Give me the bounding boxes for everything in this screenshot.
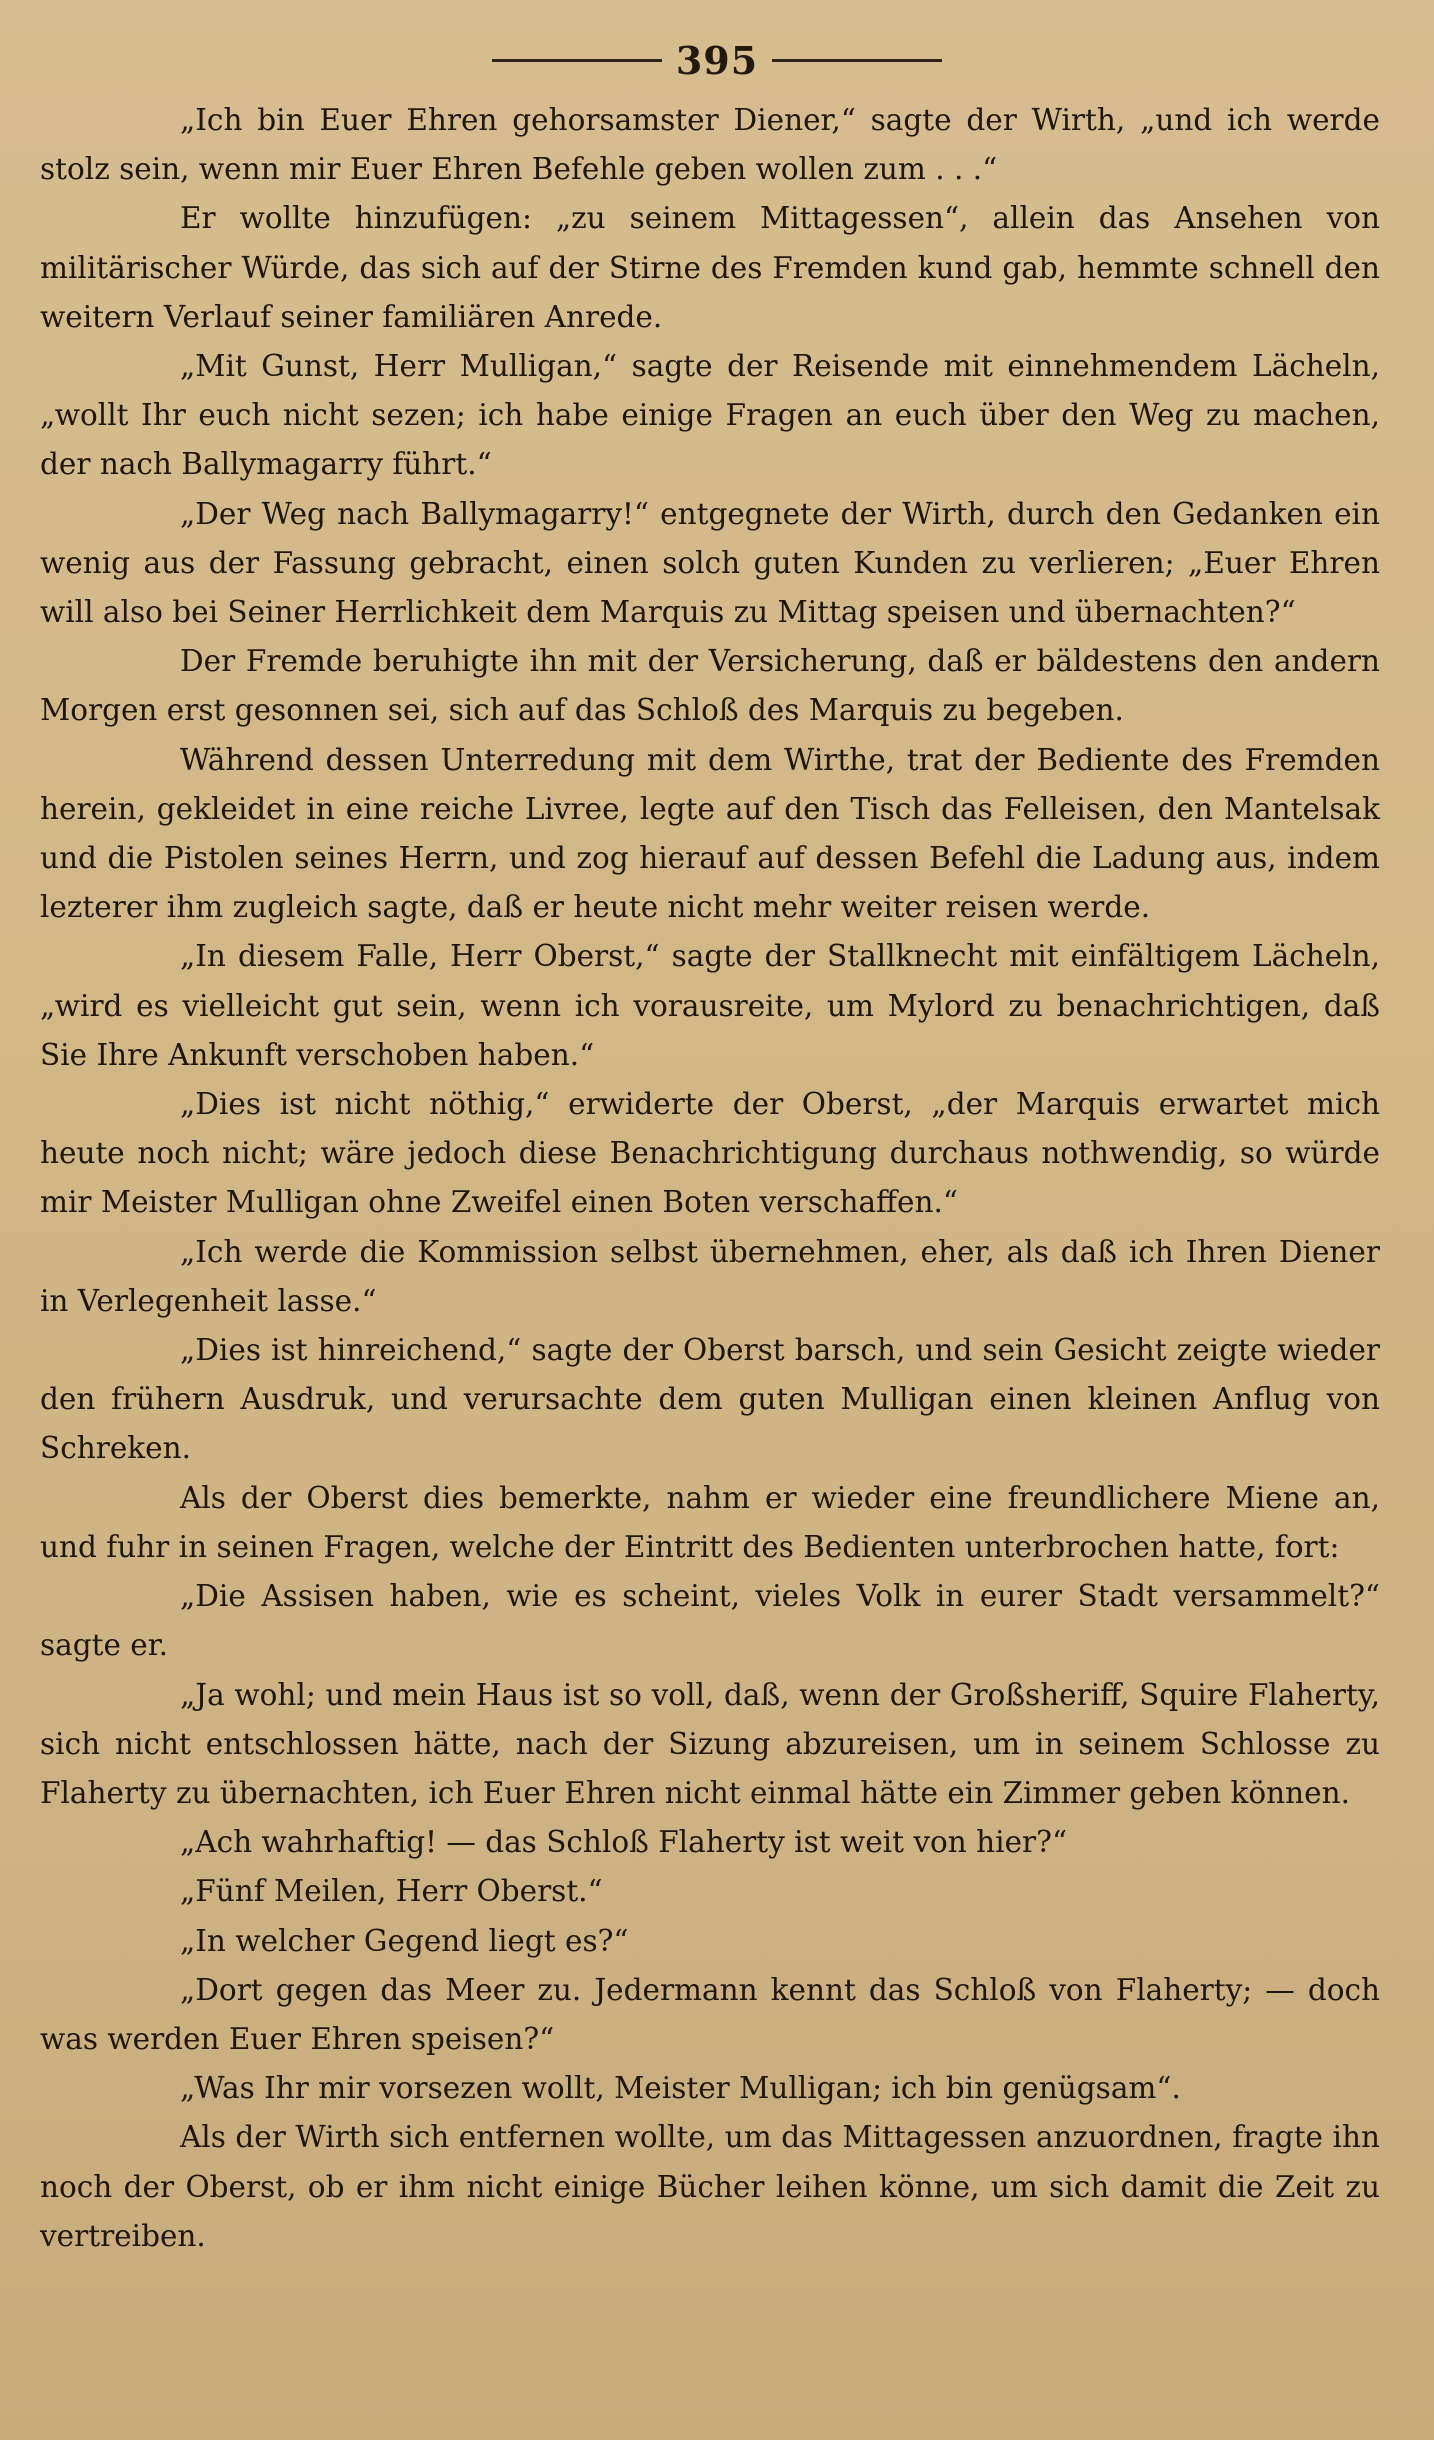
paragraph: „Dies ist nicht nöthig,“ erwiderte der Oberst, „der Marquis erwartet mich heute noch nicht; wäre jedoch diese Benachrichtigung durchaus nothwendig, so würde mir Meister Mulligan ohne Zweifel einen Boten verschaffen.“ — [40, 1087, 1380, 1220]
paragraph: „Die Assisen haben, wie es scheint, vieles Volk in eurer Stadt versammelt?“ sagte er. — [40, 1579, 1380, 1663]
paragraph: „Dort gegen das Meer zu. Jedermann kennt das Schloß von Flaherty; — doch was werden Euer Ehren speisen?“ — [40, 1972, 1380, 2056]
paragraph: „Ja wohl; und mein Haus ist so voll, daß, wenn der Großsheriff, Squire Flaherty, sich nicht entschlossen hätte, nach der Sizung abzureisen, um in seinem Schlosse zu Flaherty zu übernachten, ich Euer Ehren nicht einmal hätte ein Zimmer geben können. — [40, 1677, 1380, 1810]
page-header — [0, 30, 1434, 90]
paragraph: „In diesem Falle, Herr Oberst,“ sagte der Stallknecht mit einfältigem Lächeln, „wird es vielleicht gut sein, wenn ich vorausreite, um Mylord zu benachrichtigen, daß Sie Ihre Ankunft verschoben haben.“ — [40, 939, 1380, 1072]
paragraph: „Mit Gunst, Herr Mulligan,“ sagte der Reisende mit einnehmendem Lächeln, „wollt Ihr euch nicht sezen; ich habe einige Fragen an euch über den Weg zu machen, der nach Ballymagarry führt.“ — [40, 349, 1380, 482]
paragraph: „Dies ist hinreichend,“ sagte der Oberst barsch, und sein Gesicht zeigte wieder den frühern Ausdruk, und verursachte dem guten Mulligan einen kleinen Anflug von Schreken. — [40, 1333, 1380, 1466]
paragraph: „Der Weg nach Ballymagarry!“ entgegnete der Wirth, durch den Gedanken ein wenig aus der Fassung gebracht, einen solch guten Kunden zu verlieren; „Euer Ehren will also bei Seiner Herrlichkeit dem Marquis zu Mittag speisen und übernachten?“ — [40, 496, 1380, 630]
paragraph: „In welcher Gegend liegt es?“ — [180, 1923, 629, 1958]
paragraph: Der Fremde beruhigte ihn mit der Versicherung, daß er bäldestens den andern Morgen erst gesonnen sei, sich auf das Schloß des Marquis zu begeben. — [40, 644, 1380, 728]
header-rule-right — [772, 59, 942, 62]
paragraph: „Ich bin Euer Ehren gehorsamster Diener,“ sagte der Wirth, „und ich werde stolz sein, wenn mir Euer Ehren Befehle geben wollen zum . . .“ — [40, 103, 1380, 187]
paragraph: „Ich werde die Kommission selbst übernehmen, eher, als daß ich Ihren Diener in Verlegenheit lasse.“ — [40, 1234, 1380, 1318]
header-rule-left — [492, 59, 662, 62]
paragraph: „Ach wahrhaftig! — das Schloß Flaherty ist weit von hier?“ — [180, 1825, 1068, 1860]
paragraph: Während dessen Unterredung mit dem Wirthe, trat der Bediente des Fremden herein, gekleidet in eine reiche Livree, legte auf den Tisch das Felleisen, den Mantelsak und die Pistolen seines Herrn, und zog hierauf auf dessen Befehl die Ladung aus, indem lezterer ihm zugleich sagte, daß er heute nicht mehr weiter reisen werde. — [40, 742, 1380, 925]
paragraph: Er wollte hinzufügen: „zu seinem Mittagessen“, allein das Ansehen von militärischer Würde, das sich auf der Stirne des Fremden kund gab, hemmte schnell den weitern Verlauf seiner familiären Anrede. — [40, 201, 1380, 334]
paragraph: Als der Wirth sich entfernen wollte, um das Mittagessen anzuordnen, fragte ihn noch der Oberst, ob er ihm nicht einige Bücher leihen könne, um sich damit die Zeit zu vertreiben. — [40, 2120, 1380, 2253]
paragraph: „Was Ihr mir vorsezen wollt, Meister Mulligan; ich bin genügsam“. — [180, 2071, 1181, 2106]
paragraph: „Fünf Meilen, Herr Oberst.“ — [180, 1874, 603, 1909]
paragraph: Als der Oberst dies bemerkte, nahm er wieder eine freundlichere Miene an, und fuhr in seinen Fragen, welche der Eintritt des Bedienten unterbrochen hatte, fort: — [40, 1480, 1380, 1564]
body-text — [40, 96, 1380, 2261]
page-number: 395 — [675, 37, 759, 83]
